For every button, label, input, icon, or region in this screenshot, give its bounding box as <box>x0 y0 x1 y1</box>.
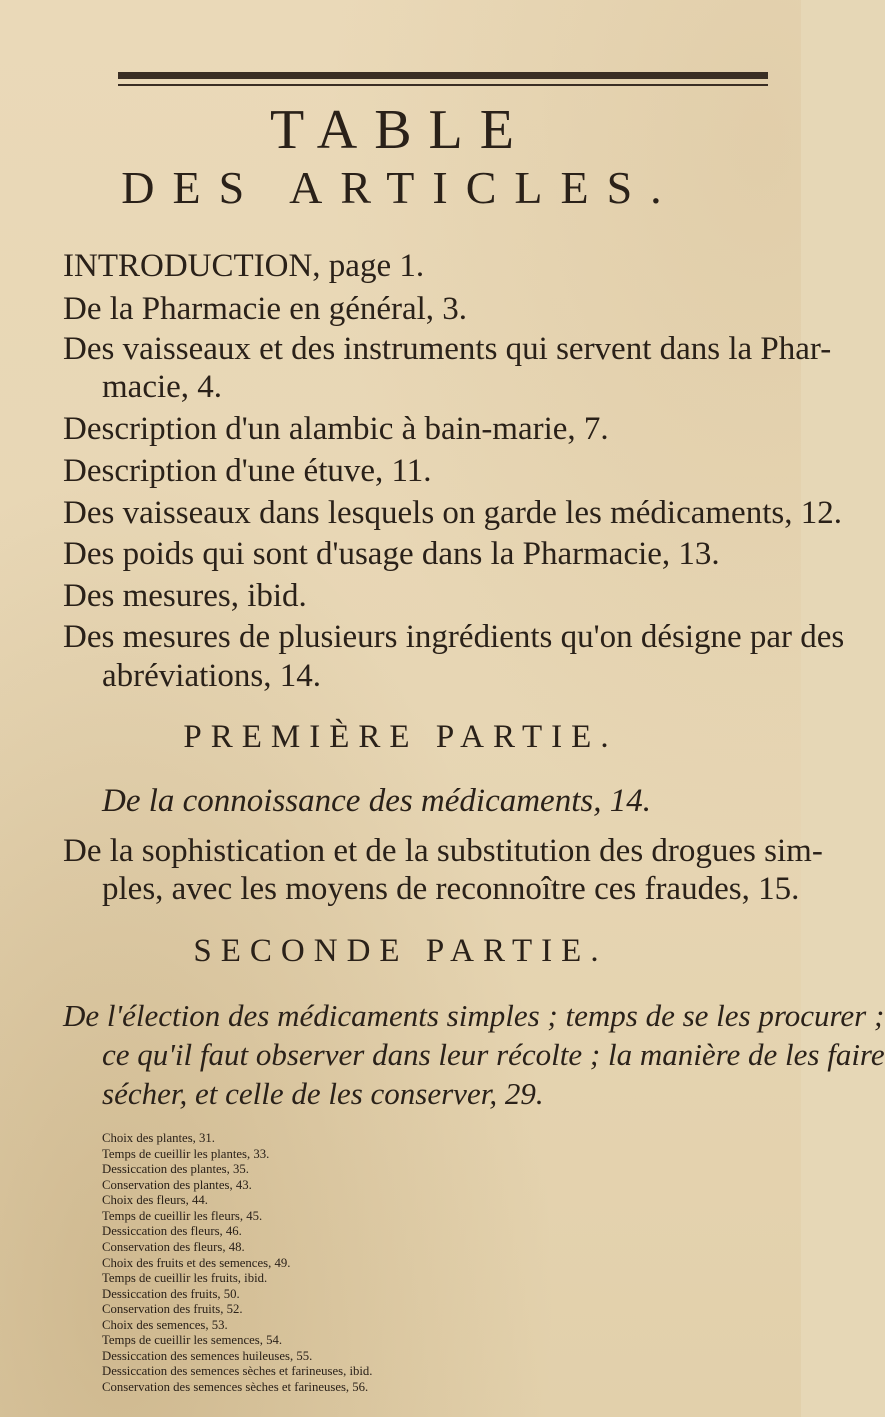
toc-entry: De l'élection des médicaments simples ; temps de se les procurer ; <box>63 998 885 1033</box>
toc-entry: Dessiccation des plantes, 35. <box>102 1162 249 1177</box>
toc-entry: Des mesures de plusieurs ingrédients qu'on désigne par des <box>63 619 845 655</box>
toc-entry: Des vaisseaux dans lesquels on garde les médicaments, 12. <box>63 495 842 531</box>
toc-entry-continuation: ce qu'il faut observer dans leur récolte ; la manière de les faire <box>102 1037 885 1072</box>
toc-entry: De la Pharmacie en général, 3. <box>63 291 468 327</box>
toc-entry: Choix des fruits et des semences, 49. <box>102 1255 291 1270</box>
toc-entry: De la sophistication et de la substitution des drogues sim- <box>63 833 823 869</box>
toc-entry: Conservation des fruits, 52. <box>102 1302 243 1317</box>
toc-entry-introduction: INTRODUCTION, page 1. <box>63 248 425 284</box>
toc-entry-continuation: ples, avec les moyens de reconnoître ces fraudes, 15. <box>102 871 800 907</box>
toc-entry: Temps de cueillir les fleurs, 45. <box>102 1208 263 1223</box>
toc-entry: Dessiccation des semences sèches et farineuses, ibid. <box>102 1364 373 1379</box>
toc-entry: Conservation des fleurs, 48. <box>102 1239 245 1254</box>
toc-entry: Conservation des semences sèches et farineuses, 56. <box>102 1380 369 1394</box>
header-rule-thick <box>118 72 768 79</box>
page-title: TABLE <box>270 99 531 161</box>
toc-entry: Description d'une étuve, 11. <box>63 453 432 489</box>
toc-entry: Des poids qui sont d'usage dans la Pharmacie, 13. <box>63 536 720 572</box>
toc-entry-continuation: macie, 4. <box>102 369 223 405</box>
toc-entry: Conservation des plantes, 43. <box>102 1177 252 1192</box>
toc-entry: Choix des plantes, 31. <box>102 1131 215 1145</box>
toc-entry: Temps de cueillir les fruits, ibid. <box>102 1271 268 1286</box>
toc-entry: Des vaisseaux et des instruments qui servent dans la Phar- <box>63 331 832 367</box>
section-heading-part1: PREMIÈRE PARTIE. <box>183 719 618 755</box>
toc-entry: De la connoissance des médicaments, 14. <box>102 783 651 819</box>
toc-entry: Dessiccation des fleurs, 46. <box>102 1224 242 1239</box>
toc-entry: Dessiccation des fruits, 50. <box>102 1286 240 1301</box>
toc-entry: Dessiccation des semences huileuses, 55. <box>102 1348 313 1363</box>
section-heading-part2: SECONDE PARTIE. <box>193 933 608 969</box>
header-rule-thin <box>118 84 768 86</box>
toc-entry: Temps de cueillir les semences, 54. <box>102 1333 283 1348</box>
toc-entry: Choix des fleurs, 44. <box>102 1193 208 1208</box>
toc-entry: Des mesures, ibid. <box>63 578 307 614</box>
toc-entry: Temps de cueillir les plantes, 33. <box>102 1146 270 1161</box>
toc-entry: Description d'un alambic à bain-marie, 7. <box>63 411 609 447</box>
toc-entry: Choix des semences, 53. <box>102 1317 228 1332</box>
toc-entry-continuation: abréviations, 14. <box>102 658 322 694</box>
page-subtitle: DES ARTICLES. <box>121 162 680 213</box>
toc-entry-continuation: sécher, et celle de les conserver, 29. <box>102 1076 544 1111</box>
